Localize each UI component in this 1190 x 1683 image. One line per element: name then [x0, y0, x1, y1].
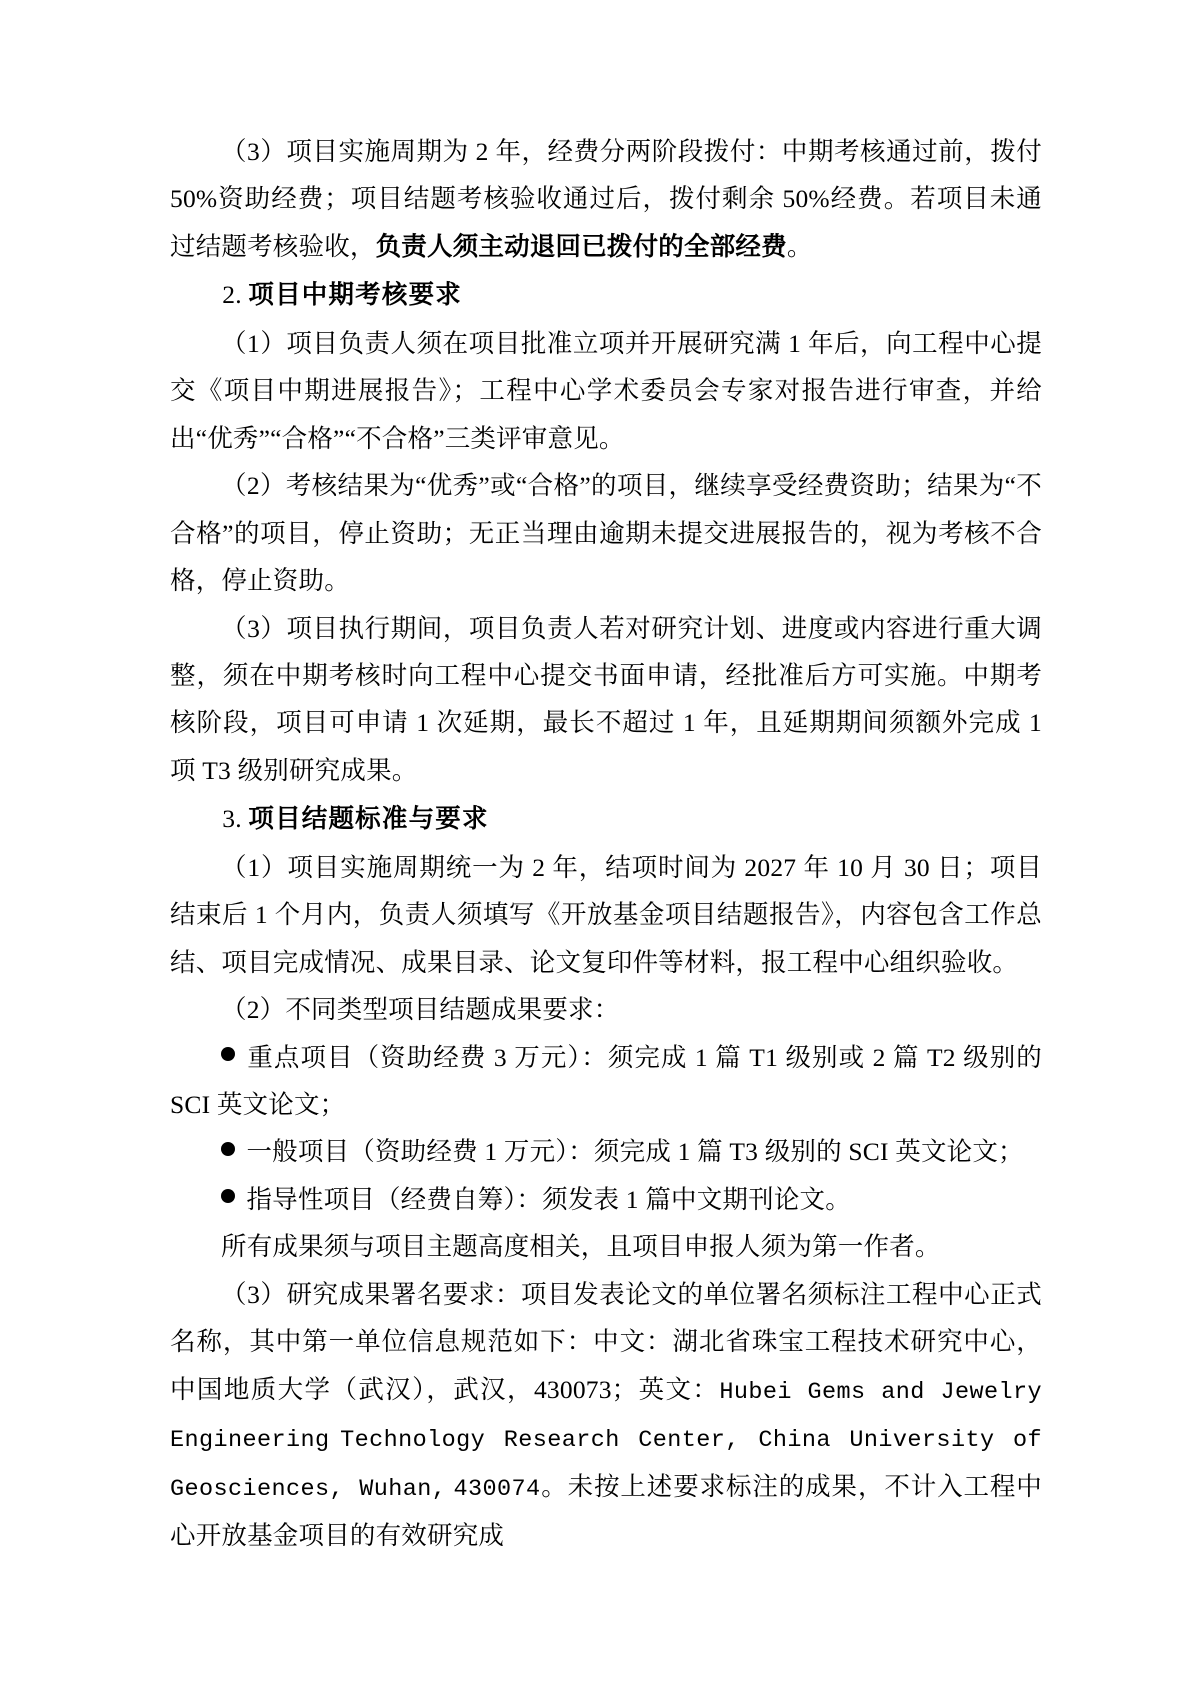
project-results-list — [170, 1034, 1042, 1224]
text-run: （2）考核结果为“优秀”或“合格”的项目，继续享受经费资助；结果为“不合格”的项目，停止资助；无正当理由逾期未提交进展报告的，视为考核不合格，停止资助。 — [170, 471, 1042, 596]
english-affiliation-postcode: 430074 — [453, 1475, 541, 1503]
text-run: （1）项目实施周期统一为 2 年，结项时间为 2027 年 10 月 30 日；项目结束后 1 个月内，负责人须填写《开放基金项目结题报告》，内容包含工作总结、项目完成情况、成果目录、论文复印件等材料，报工程中心组织验收。 — [170, 852, 1042, 977]
text-run: 。 — [786, 231, 813, 261]
paragraph-signature-requirement — [170, 1271, 1042, 1559]
heading-number: 2. — [222, 280, 242, 310]
list-item-text: 指导性项目（经费自筹）：须发表 1 篇中文期刊论文。 — [246, 1184, 851, 1214]
text-run: 。未按上述要求标注的成果，不计入工程中心开放基金项目的有效研究成 — [170, 1471, 1043, 1550]
text-run-bold: 负责人须主动退回已拨付的全部经费 — [375, 231, 787, 261]
english-affiliation-line-1: Hubei Gems and Jewelry Engineering — [170, 1378, 1042, 1455]
paragraph-funding-schedule — [170, 128, 1042, 270]
paragraph-midterm-1 — [170, 320, 1042, 462]
document-body — [170, 128, 1042, 1559]
bullet-dot-icon — [221, 1189, 235, 1203]
text-run: （1）项目负责人须在项目批准立项并开展研究满 1 年后，向工程中心提交《项目中期进展报告》；工程中心学术委员会专家对报告进行审查，并给出“优秀”“合格”“不合格”三类评审意见。 — [170, 328, 1042, 453]
list-item — [170, 1128, 1042, 1175]
paragraph-results-relevance — [170, 1223, 1042, 1270]
heading-closing-standards — [170, 794, 1042, 844]
heading-midterm-review — [170, 270, 1042, 320]
text-run: （2）不同类型项目结题成果要求： — [221, 995, 620, 1025]
heading-number: 3. — [222, 804, 242, 834]
paragraph-closing-1 — [170, 844, 1042, 986]
list-item — [170, 1034, 1042, 1129]
bullet-dot-icon — [221, 1142, 235, 1156]
text-run: （3）项目实施周期为 2 年，经费分两阶段拨付：中期考核通过前，拨付 50%资助经费；项目结题考核验收通过后，拨付剩余 50%经费。若项目未通过结题考核验收， — [170, 137, 1042, 261]
list-item-text: 一般项目（资助经费 1 万元）：须完成 1 篇 T3 级别的 SCI 英文论文； — [246, 1137, 1024, 1167]
paragraph-midterm-2 — [170, 462, 1042, 604]
bullet-dot-icon — [221, 1047, 235, 1061]
list-item — [170, 1176, 1042, 1223]
list-item-text: 重点项目（资助经费 3 万元）：须完成 1 篇 T1 级别或 2 篇 T2 级别的 SCI 英文论文； — [170, 1042, 1042, 1120]
text-run: （3）项目执行期间，项目负责人若对研究计划、进度或内容进行重大调整，须在中期考核时向工程中心提交书面申请，经批准后方可实施。中期考核阶段，项目可申请 1 次延期，最长不超过 1 年，且延期期间须额外完成 1 项 T3 级别研究成果。 — [170, 613, 1042, 785]
english-affiliation-line-2: Technology Research Center, China University of Geosciences, Wuhan, — [170, 1427, 1042, 1503]
paragraph-midterm-3 — [170, 605, 1042, 795]
paragraph-closing-2 — [170, 986, 1042, 1033]
text-run: （3）研究成果署名要求：项目发表论文的单位署名须标注工程中心正式名称，其中第一单位信息规范如下：中文：湖北省珠宝工程技术研究中心，中国地质大学（武汉），武汉，430073；英文： — [170, 1279, 1042, 1404]
text-run: 所有成果须与项目主题高度相关，且项目申报人须为第一作者。 — [221, 1232, 941, 1262]
heading-text: 项目结题标准与要求 — [248, 804, 489, 834]
heading-text: 项目中期考核要求 — [248, 280, 462, 310]
